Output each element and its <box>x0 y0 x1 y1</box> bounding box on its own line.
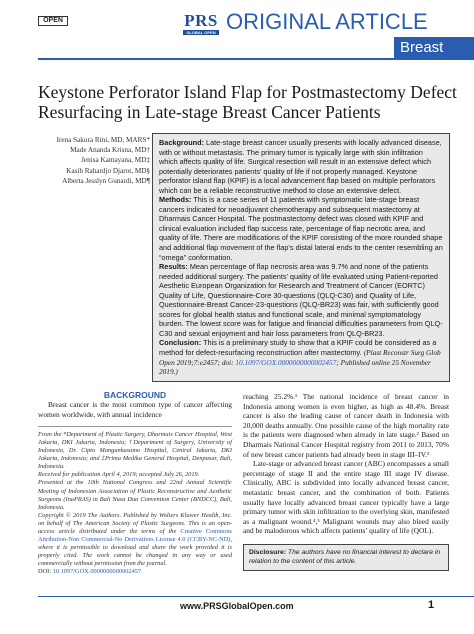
disclosure-label: Disclosure: <box>249 548 287 556</box>
abstract-box <box>152 133 450 382</box>
section-heading-background: BACKGROUND <box>103 390 167 400</box>
right-column <box>243 392 449 571</box>
author-name: Irena Sakura Rini, MD, MARS* <box>56 136 150 144</box>
author-name: Jenisa Kamayana, MD‡ <box>81 156 150 165</box>
abstract-methods: Methods: This is a case series of 11 patients with symptomatic late-stage breast cancers indicated for neoadjuvant chemotherapy and subsequent mastectomy at Dharmais Cancer Hospital. The postmastectomy defect was closed with KPIF and clinical evaluation included flap success rate, percentage of flap necrotic area, and quality of life. There are modifications of the KPIF consisting of the more rounded shape and additional flap movement of the flap’s distal lateral ends to the center resembling an “omega” conformation. <box>159 195 443 262</box>
doi-line: DOI: 10.1097/GOX.0000000000002457 <box>38 567 142 575</box>
disclosure-box <box>243 544 449 571</box>
author-name: Made Ananda Krisna, MD† <box>70 146 150 155</box>
left-column <box>38 390 232 576</box>
copyright-text: Copyright © 2019 The Authors. Published by Wolters Kluwer Health, Inc. on behalf of The American Society of Plastic Surgeons. This is an open-access article distributed under the terms of the Creative Commons Attribution-Non Commercial-No Derivatives License 4.0 (CCBY-NC-ND), where it is permissible to download and share the work provided it is properly cited. The work cannot be changed in any way or used commercially without permission from the journal. <box>38 511 232 567</box>
footer-rule <box>38 596 474 597</box>
presented-text: Presented at the 10th National Congress and 22nd Annual Scientific Meeting of Indonesian Association of Plastic Reconstructive and Aesthetic Surgeons (InaPRAS) in Bali Nusa Dua Convention Center (BNDCC), Bali, Indonesia. <box>38 479 232 511</box>
abstract-label: Conclusion: <box>159 338 202 348</box>
header-rule <box>38 58 474 60</box>
affiliations-text: From the *Department of Plastic Surgery, Dharmais Cancer Hospital, West Jakarta, DKI Jakarta, Indonesia; †Department of Surgery, University of Indonesia, Dr. Cipto Mangunkusumo Hospital, Central Jakarta, DKI Jakarta, Indonesia; and ‡Prima Medika General Hospital, Denpasar, Bali, Indonesia. <box>38 431 232 471</box>
license-link[interactable]: Creative Commons Attribution-Non Commercial-No Derivatives License 4.0 (CCBY-NC-ND) <box>38 527 232 543</box>
section-label: Breast <box>394 37 474 59</box>
article-type-heading: ORIGINAL ARTICLE <box>226 9 428 34</box>
author-name: Alberta Jesslyn Gunardi, MD¶ <box>62 176 150 185</box>
abstract-conclusion: Conclusion: This is a preliminary study to show that a KPIF could be considered as a method for defect-resurfacing reconstruction after mastectomy. (Plast Reconstr Surg Glob Open 2019;7:e2457; doi: 10.1097/GOX.0000000000002457; Published online 25 November 2019.) <box>159 338 441 377</box>
journal-logo <box>183 13 219 35</box>
intro-paragraph: Breast cancer is the most common type of cancer affecting women worldwide, with annual incidence <box>38 400 232 419</box>
author-list <box>38 135 150 186</box>
disclosure-text: The authors have no financial interest to declare in relation to the content of this article. <box>249 548 441 565</box>
citation: (Plast Reconstr Surg Glob Open 2019;7:e2457; doi: 10.1097/GOX.0000000000002457; Published online 25 November 2019.) <box>159 348 441 377</box>
citation-doi-link[interactable]: 10.1097/GOX.0000000000002457 <box>235 357 337 367</box>
affiliations-footnote <box>38 426 232 576</box>
open-access-badge: OPEN <box>38 16 68 26</box>
footer-website[interactable]: www.PRSGlobalOpen.com <box>180 601 294 611</box>
received-text: Received for publication April 4, 2019; accepted July 26, 2019. <box>38 471 200 479</box>
author-name: Kasih Rahardjo Djarot, MD§ <box>66 166 150 175</box>
abstract-label: Results: <box>159 262 188 272</box>
abstract-background: Background: Late-stage breast cancer usually presents with locally advanced disease, with or without metastasis. The primary tumor is typically large with skin infiltration which affects quality of life. Surgical resection will result in an extensive defect which potentially deteriorates patients’ quality of life if not properly managed. Keystone perforator island flap (KPIF) is a local advancement flap based on multiple perforators which can be a reliable reconstructive method to close an extensive defect. <box>159 138 442 195</box>
abstract-results: Results: Mean percentage of flap necrosis area was 9.7% and none of the patients needed additional surgery. The patients’ quality of life evaluated using Patient-reported Aesthetic European Organization for Research and Treatment of Cancer (EORTC) Quality of Life, Questionnaire-Core 30-questions (QLQ-C30) and Quality of Life, Questionnaire-Breast Cancer-23-questions (QLQ-BR23) was fair, with sufficiently good scores for global health status and functional scale, and minimal symptomatology burden. The lowest score was for fatigue and financial difficulties parameters from QLQ-C30 and sexual enjoyment and hair loss parameters from QLQ-BR23. <box>159 262 443 338</box>
logo-subtitle: GLOBAL OPEN <box>183 30 219 35</box>
body-paragraph: Late-stage or advanced breast cancer (ABC) encompasses a small percentage of stage II and the entire stage III stage IV disease. Clinically, ABC is subdivided into locally advanced breast cancer, metastatic breast cancer, and the combination of both. Patients usually have locally advanced breast cancer typically have a large primary tumor with skin infiltration to the overlying skin, manifested as a malignant wound.⁴,⁵ Malignant wounds may also bleed easily and be malodorous which affects patients’ quality of life (QOL). <box>243 459 449 536</box>
abstract-label: Background: <box>159 138 204 147</box>
page-number: 1 <box>428 599 435 611</box>
logo-name: PRS <box>184 11 218 30</box>
body-paragraph: reaching 25.2%.¹ The national incidence of breast cancer in Indonesia among women is even higher, as high as 48.4%. Breast cancer is also the leading cause of cancer death in Indonesia with 20,000 deaths annually. One possible cause of the high mortality rate is the patients were diagnosed when already in late stage.² Based on Dharmais National Cancer Hospital registry from 2011 to 2013, 70% of new breast cancer patients had already been in stage III–IV.³ <box>243 392 449 459</box>
article-title: Keystone Perforator Island Flap for Postmastectomy Defect Resurfacing in Late-stage Breast Cancer Patients <box>38 82 457 122</box>
abstract-label: Methods: <box>159 195 192 205</box>
doi-link[interactable]: 10.1097/GOX.0000000000002457 <box>52 567 142 575</box>
